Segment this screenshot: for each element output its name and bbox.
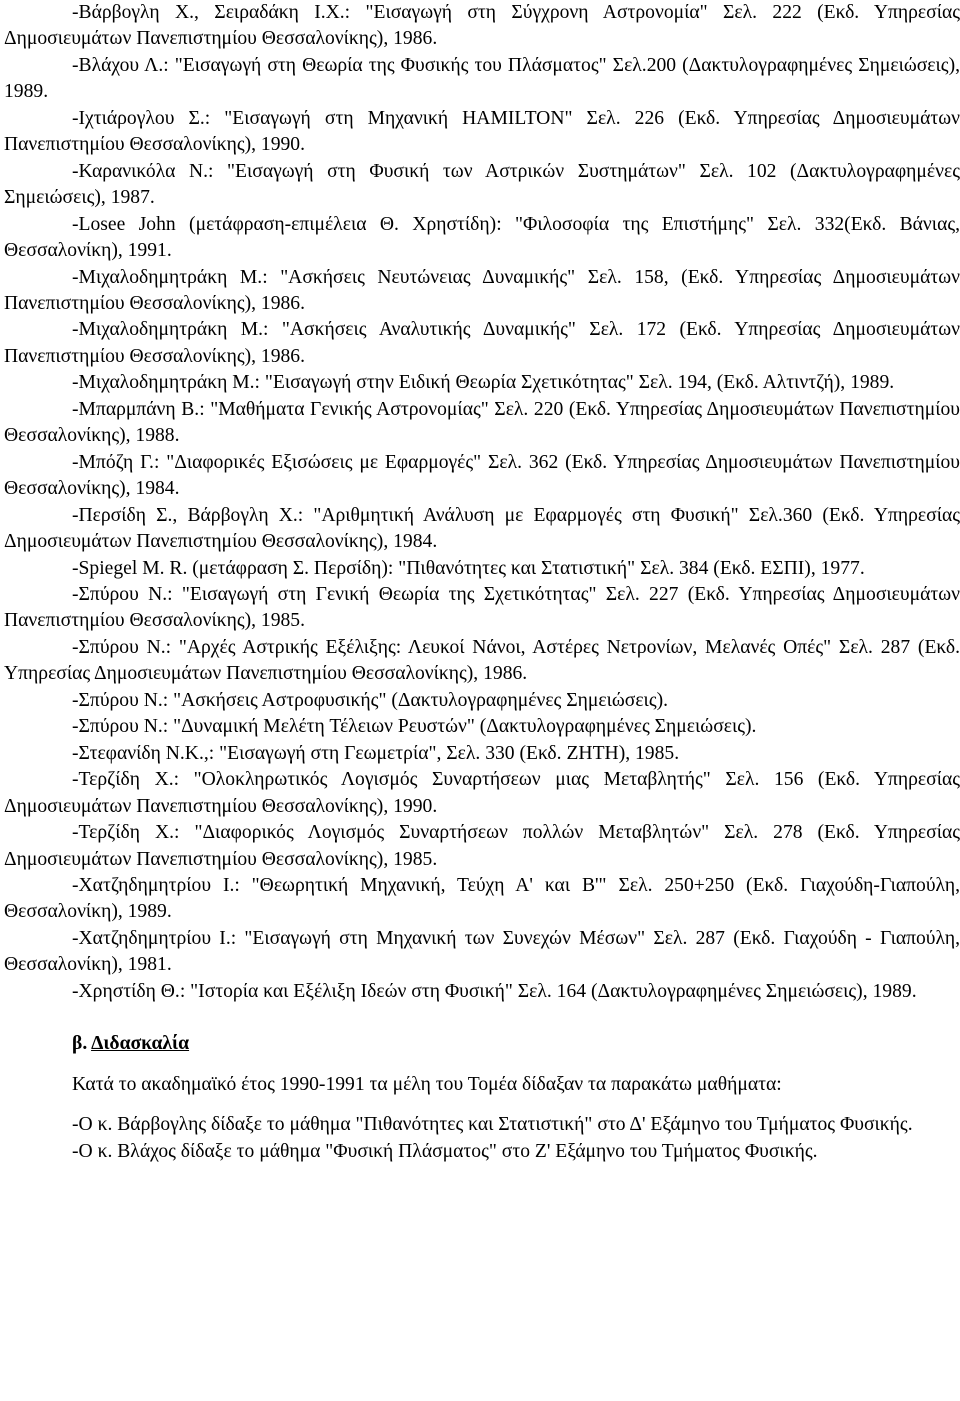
reference-entry: -Τερζίδη Χ.: "Ολοκληρωτικός Λογισμός Συναρτήσεων μιας Μεταβλητής" Σελ. 156 (Εκδ. Υπηρεσίας Δημοσιευμάτων Πανεπιστημίου Θεσσαλονίκης), 1990.	[4, 769, 960, 817]
reference-entry: -Χατζηδημητρίου Ι.: "Θεωρητική Μηχανική, Τεύχη Α' και Β'" Σελ. 250+250 (Εκδ. Γιαχούδη-Γιαπούλη, Θεσσαλονίκη), 1989.	[4, 874, 960, 923]
reference-entry: -Τερζίδη Χ.: "Διαφορικός Λογισμός Συναρτήσεων πολλών Μεταβλητών" Σελ. 278 (Εκδ. Υπηρεσίας Δημοσιευμάτων Πανεπιστημίου Θεσσαλονίκης), 1985.	[4, 822, 960, 870]
course-list	[4, 1112, 960, 1165]
reference-entry: -Χρηστίδη Θ.: "Ιστορία και Εξέλιξη Ιδεών στη Φυσική" Σελ. 164 (Δακτυλογραφημένες Σημειώσεις), 1989.	[72, 980, 917, 1002]
spacer	[4, 1005, 960, 1031]
reference-entry: -Μιχαλοδημητράκη Μ.: "Εισαγωγή στην Ειδική Θεωρία Σχετικότητας" Σελ. 194, (Εκδ. Αλτιντζή), 1989.	[72, 372, 895, 394]
reference-entry: -Περσίδη Σ., Βάρβογλη Χ.: "Αριθμητική Ανάλυση με Εφαρμογές στη Φυσική" Σελ.360 (Εκδ. Υπηρεσίας Δημοσιευμάτων Πανεπιστημίου Θεσσαλονίκης), 1984.	[4, 504, 960, 553]
section-title: Διδασκαλία	[91, 1033, 190, 1055]
reference-entry: -Σπύρου Ν.: "Δυναμική Μελέτη Τέλειων Ρευστών" (Δακτυλογραφημένες Σημειώσεις).	[72, 716, 757, 738]
reference-entry: -Μπόζη Γ.: "Διαφορικές Εξισώσεις με Εφαρμογές" Σελ. 362 (Εκδ. Υπηρεσίας Δημοσιευμάτων Πανεπιστημίου Θεσσαλονίκης), 1984.	[4, 451, 960, 500]
reference-entry: -Βάρβογλη Χ., Σειραδάκη Ι.Χ.: "Εισαγωγή στη Σύγχρονη Αστρονομία" Σελ. 222 (Εκδ. Υπηρεσίας Δημοσιευμάτων Πανεπιστημίου Θεσσαλονίκης), 1986.	[4, 2, 960, 50]
reference-entry: -Spiegel M. R. (μετάφραση Σ. Περσίδη): "Πιθανότητες και Στατιστική" Σελ. 384 (Εκδ. ΕΣΠΙ), 1977.	[72, 557, 865, 579]
course-entry: -Ο κ. Βλάχος δίδαξε το μάθημα "Φυσική Πλάσματος" στο Ζ' Εξάμηνο του Τμήματος Φυσικής.	[72, 1140, 818, 1162]
course-entry: -Ο κ. Βάρβογλης δίδαξε το μάθημα "Πιθανότητες και Στατιστική" στο Δ' Εξάμηνο του Τμήματος Φυσικής.	[72, 1114, 913, 1136]
spacer	[4, 1058, 960, 1072]
reference-entry: -Μπαρμπάνη Β.: "Μαθήματα Γενικής Αστρονομίας" Σελ. 220 (Εκδ. Υπηρεσίας Δημοσιευμάτων Πανεπιστημίου Θεσσαλονίκης), 1988.	[4, 398, 960, 447]
reference-entry: -Σπύρου Ν.: "Ασκήσεις Αστροφυσικής" (Δακτυλογραφημένες Σημειώσεις).	[72, 689, 669, 711]
reference-entry: -Καρανικόλα Ν.: "Εισαγωγή στη Φυσική των Αστρικών Συστημάτων" Σελ. 102 (Δακτυλογραφημένες Σημειώσεις), 1987.	[4, 160, 960, 209]
reference-entry: -Μιχαλοδημητράκη Μ.: "Ασκήσεις Νευτώνειας Δυναμικής" Σελ. 158, (Εκδ. Υπηρεσίας Δημοσιευμάτων Πανεπιστημίου Θεσσαλονίκης), 1986.	[4, 266, 960, 314]
reference-entry: -Μιχαλοδημητράκη Μ.: "Ασκήσεις Αναλυτικής Δυναμικής" Σελ. 172 (Εκδ. Υπηρεσίας Δημοσιευμάτων Πανεπιστημίου Θεσσαλονίκης), 1986.	[4, 319, 960, 367]
reference-entry: -Σπύρου Ν.: "Εισαγωγή στη Γενική Θεωρία της Σχετικότητας" Σελ. 227 (Εκδ. Υπηρεσίας Δημοσιευμάτων Πανεπιστημίου Θεσσαλονίκης), 1985.	[4, 583, 960, 632]
reference-entry: -Βλάχου Λ.: "Εισαγωγή στη Θεωρία της Φυσικής του Πλάσματος" Σελ.200 (Δακτυλογραφημένες Σημειώσεις), 1989.	[4, 54, 960, 103]
intro-paragraph: Κατά το ακαδημαϊκό έτος 1990-1991 τα μέλη του Τομέα δίδαξαν τα παρακάτω μαθήματα:	[72, 1073, 782, 1095]
section-number: β.	[72, 1033, 88, 1055]
reference-entry: -Ιχτιάρογλου Σ.: "Εισαγωγή στη Μηχανική HAMILTON" Σελ. 226 (Εκδ. Υπηρεσίας Δημοσιευμάτων Πανεπιστημίου Θεσσαλονίκης), 1990.	[4, 107, 960, 156]
reference-entry: -Χατζηδημητρίου Ι.: "Εισαγωγή στη Μηχανική των Συνεχών Μέσων" Σελ. 287 (Εκδ. Γιαχούδη - Γιαπούλη, Θεσσαλονίκη), 1981.	[4, 927, 960, 976]
reference-list	[4, 0, 960, 1005]
reference-entry: -Στεφανίδη Ν.Κ.,: "Εισαγωγή στη Γεωμετρία", Σελ. 330 (Εκδ. ΖΗΤΗ), 1985.	[72, 742, 680, 764]
reference-entry: -Losee John (μετάφραση-επιμέλεια Θ. Χρηστίδη): "Φιλοσοφία της Επιστήμης" Σελ. 332(Εκδ. Βάνιας, Θεσσαλονίκη), 1991.	[4, 213, 960, 262]
section-heading	[4, 1031, 960, 1057]
reference-entry: -Σπύρου Ν.: "Αρχές Αστρικής Εξέλιξης: Λευκοί Νάνοι, Αστέρες Νετρονίων, Μελανές Οπές" Σελ. 287 (Εκδ. Υπηρεσίας Δημοσιευμάτων Πανεπιστημίου Θεσσαλονίκης), 1986.	[4, 636, 960, 685]
spacer	[4, 1098, 960, 1112]
